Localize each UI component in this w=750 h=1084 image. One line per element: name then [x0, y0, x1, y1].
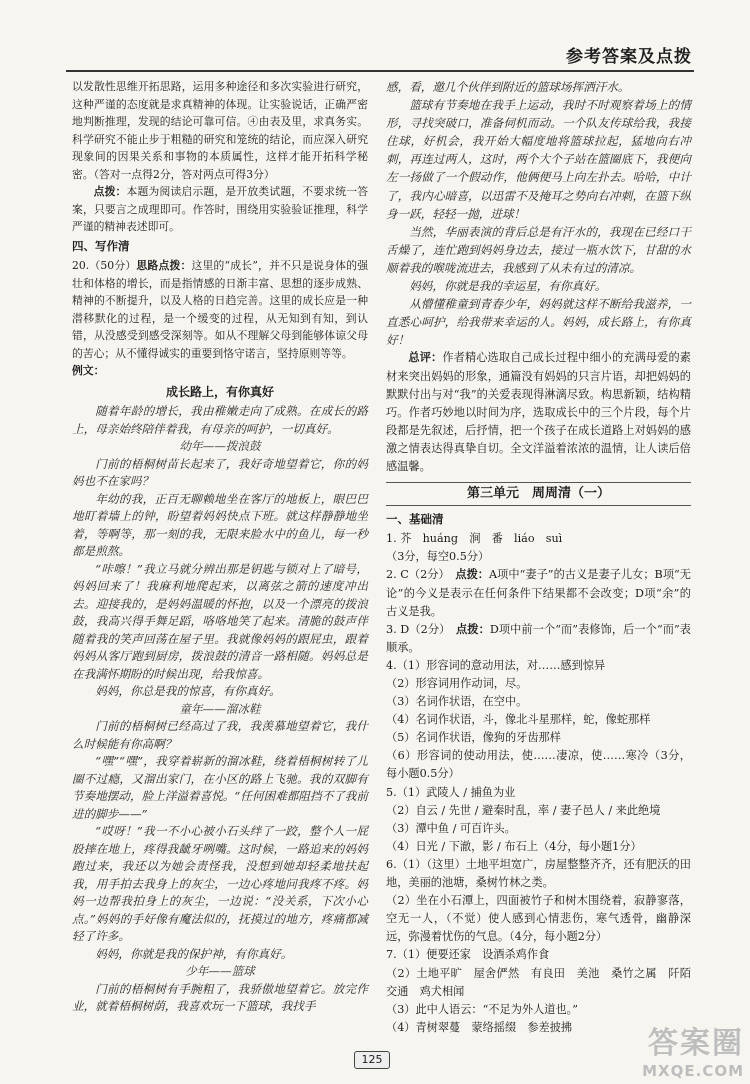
essay-title: 成长路上，有你真好 — [165, 384, 274, 399]
answer-line: （5）名词作状语，像狗的牙齿那样 — [386, 731, 561, 745]
answer-paragraph: 以发散性思维开拓思路，运用多种途径和多次实验进行研究，这种严谨的态度就是求真精神的体现。让实验说话，正确严密地判断推理，发现的结论可靠可信。④由表及里，求真务实。科学研究不能止步于粗糙的研究和笼统的结论，而应深入研究现象间的因果关系和事物的本质属性，这样才能开拓科学秘密。（答对一点得2分，答对两点可得3分） — [72, 80, 368, 181]
essay-paragraph: 感，看，邀几个伙伴到附近的篮球场挥洒汗水。 — [386, 80, 630, 94]
essay-paragraph: “哎呀！”我一不小心被小石头绊了一跤，整个人一屁股摔在地上，疼得我龇牙咧嘴。这时候，一路追来的妈妈跑过来，我还以为她会责怪我，没想到她却轻柔地扶起我，用手拍去我身上的灰尘，一边心疼地问我疼不疼。妈妈一边帮我拍身上的灰尘，一边说：“没关系，下次小心点。”妈妈的手好像有魔法似的，抚摸过的地方，疼痛都减轻了许多。 — [72, 824, 368, 943]
answer-line: （4）名词作状语，斗，像北斗星那样，蛇，像蛇那样 — [386, 713, 651, 727]
essay-subtitle: 童年——溜冰鞋 — [179, 701, 261, 716]
q20-number: 20.（50分） — [72, 259, 137, 272]
q3-number: 3. D（2分） — [386, 622, 445, 636]
q3-hint-label: 点拨： — [456, 622, 490, 636]
right-column — [386, 78, 691, 1037]
essay-paragraph: 门前的梧桐树有手腕粗了，我骄傲地望着它。放完作业，就着梧桐树荫，我喜欢玩一下篮球，我找手 — [72, 981, 368, 1013]
essay-paragraph: 妈妈，你总是我的惊喜，有你真好。 — [95, 684, 281, 698]
essay-paragraph: 从懵懂稚童到青春少年，妈妈就这样不断给我滋养，一直悉心呵护，给我带来幸运的人。妈妈，成长路上，有你真好！ — [386, 297, 691, 348]
answer-line: （4）青树翠蔓 蒙络摇缀 参差披拂 — [386, 1020, 573, 1034]
unit-title: 第三单元 周周清（一） — [386, 482, 691, 506]
essay-paragraph: 门前的梧桐树苗长起来了，我好奇地望着它，你的妈妈也不在家吗？ — [72, 456, 368, 488]
answer-line: （3）此中人语云：“不足为外人道也。” — [386, 1002, 578, 1016]
essay-subtitle: 幼年——拨浪鼓 — [179, 439, 261, 453]
watermark-url: MXQE.COM — [642, 1062, 744, 1080]
q20-label: 思路点拨： — [136, 259, 192, 272]
answer-line: （6）形容词的使动用法，使……凄凉，使……寒冷（3分，每小题0.5分） — [386, 749, 691, 781]
essay-paragraph: 随着年龄的增长，我由稚嫩走向了成熟。在成长的路上，母亲始终陪伴着我，有母亲的呵护，一切真好。 — [72, 404, 368, 436]
answer-line: （2）坐在小石潭上，四面被竹子和树木围绕着，寂静寥落，空无一人，（不觉）使人感到心情悲伤，寒气透骨，幽静深远，弥漫着忧伤的气息。（4分，每小题2分） — [386, 894, 691, 944]
answer-line: （2）形容词用作动词，尽。 — [386, 677, 528, 690]
essay-paragraph: “嘿”“嘿”，我穿着崭新的溜冰鞋，绕着梧桐树转了儿圈不过瘾，又溜出家门，在小区的路上飞驰。我的双脚有节奏地摆动，脸上洋溢着喜悦。“任何困难都阻挡不了我前进的脚步——” — [72, 754, 368, 821]
watermark-logo-text: 答案圈 — [648, 1026, 744, 1061]
answer-line: 6.（1）（这里）土地平坦宽广，房屋整整齐齐，还有肥沃的田地，美丽的池塘，桑树竹林之类。 — [386, 857, 691, 890]
summary-label: 总评： — [408, 351, 443, 365]
essay-paragraph: 妈妈，你就是我的保护神，有你真好。 — [95, 946, 293, 961]
answer-line: 1. 芥 huáng 涧 番 liáo suì — [386, 532, 563, 546]
hint-label: 点拨： — [93, 185, 127, 198]
page-number: 125 — [354, 1051, 390, 1069]
answer-line: 7.（1）便要还家 设酒杀鸡作食 — [386, 948, 550, 962]
hint-text: 本题为阅读启示题，是开放类试题，不要求统一答案，只要言之成理即可。作答时，围绕用实验验证推理，科学严谨的精神表述即可。 — [72, 185, 368, 233]
q20-paragraph — [72, 257, 368, 362]
answer-line: （3分，每空0.5分） — [386, 550, 490, 564]
essay-paragraph: 当然，华丽表演的背后总是有汗水的，我现在已经口干舌燥了，连忙跑到妈妈身边去，接过一瓶水饮下，甘甜的水顺着我的喉咙流进去，我感到了从未有过的清凉。 — [386, 224, 691, 275]
essay-paragraph: 篮球有节奏地在我手上运动，我时不时观察着场上的情形，寻找突破口，准备伺机而动。一个队友传球给我，我接住球，好机会，我开始大幅度地将篮球拉起，猛地向右冲刺，再连过两人，这时，两个大个子站在篮圈底下，我便向左一扬做了一个假动作，他俩便马上向左扑去。哈哈，中计了，我内心暗喜，以迅雷不及掩耳之势向右冲刺，在篮下纵身一跃，轻轻一抛，进球！ — [386, 98, 691, 221]
essay-subtitle: 少年——篮球 — [185, 964, 255, 978]
answer-line: （4）日光 / 下澈，影 / 布石上（4分，每小题1分） — [386, 839, 642, 853]
essay-paragraph: 妈妈，你就是我的幸运星，有你真好。 — [409, 279, 607, 294]
left-column — [72, 78, 368, 1016]
section-heading-writing: 四、写作清 — [72, 238, 130, 253]
q20-text: 这里的“成长”，并不只是说身体的强壮和体格的增长，而是指情感的日渐丰富、思想的逐步成熟、精神的不断提升，以及人格的日趋完善。这里的成长应是一种潜移默化的过程，是一个缓变的过程，从无知到有知，到认错，从没感受到感受深刻等。如从不理解父母到能够体谅父母的苦心；从不懂得诚实的重要到恪守诺言，坚持原则等等。 — [72, 259, 369, 360]
page-header-title: 参考答案及点拨 — [566, 47, 692, 67]
answer-q3 — [386, 621, 691, 657]
hint-paragraph — [72, 183, 368, 236]
essay-paragraph: “咔嚓！”我立马就分辨出那是钥匙与锁对上了暗号，妈妈回来了！我麻利地爬起来，以离弦之箭的速度冲出去。迎接我的，是妈妈温暖的怀抱，以及一个漂亮的拨浪鼓，我高兴得手舞足蹈，咯咯地笑了起来。清脆的鼓声伴随着我的笑声回荡在屋子里。我就像妈妈的跟屁虫，跟着妈妈从客厅跑到厨房，拨浪鼓的清音一路相随。妈妈总是在我满怀期盼的时候出现，给我惊喜。 — [72, 561, 368, 681]
q2-hint-label: 点拨： — [455, 568, 490, 582]
answer-line: （2）土地平旷 屋舍俨然 有良田 美池 桑竹之属 阡陌交通 鸡犬相闻 — [386, 966, 691, 998]
watermark — [642, 1018, 744, 1080]
q3-text: D项中前一个“而”表修饰，后一个“而”表顺承。 — [386, 622, 691, 654]
answer-line: （3）潭中鱼 / 可百许头。 — [386, 821, 516, 835]
summary-paragraph — [386, 349, 691, 476]
q2-text: A项中“妻子”的古义是妻子儿女；B项“无论”的今义是表示在任何条件下结果都不会改变；D项“余”的古义是我。 — [386, 568, 691, 618]
example-label: 例文： — [72, 364, 105, 377]
answer-line: 4.（1）形容词的意动用法，对……感到惊异 — [386, 658, 606, 672]
essay-paragraph: 门前的梧桐树已经高过了我，我羡慕地望着它，我什么时候能有你高啊？ — [72, 719, 368, 751]
essay-paragraph: 年幼的我，正百无聊赖地坐在客厅的地板上，眼巴巴地盯着墙上的钟，盼望着妈妈快点下班。就这样静静地坐着，等啊等，那一刻的我，无限来脸水中的鱼儿，每一秒都是煎熬。 — [72, 491, 368, 558]
header-rule — [66, 70, 694, 72]
answer-line: 5.（1）武陵人 / 捕鱼为业 — [386, 785, 516, 799]
answer-q2 — [386, 566, 691, 620]
answer-line: （2）自云 / 先世 / 避秦时乱，率 / 妻子邑人 / 来此绝境 — [386, 803, 661, 817]
summary-text: 作者精心选取自己成长过程中细小的充满母爱的素材来突出妈妈的形象，通篇没有妈妈的只言片语，却把妈妈的默默付出与对“我”的关爱表现得淋漓尽致。构思新颖，结构精巧。作者巧妙地以时间为序，选取成长中的三个片段，每个片段都是先叙述，后抒情，把一个孩子在成长道路上对妈妈的感激之情表达得真挚自切。全文洋溢着浓浓的温情，让人读后倍感温馨。 — [386, 351, 691, 473]
q2-number: 2. C（2分） — [386, 568, 445, 582]
section-heading-basics: 一、基础清 — [386, 512, 444, 527]
answer-line: （3）名词作状语，在空中。 — [386, 695, 528, 709]
